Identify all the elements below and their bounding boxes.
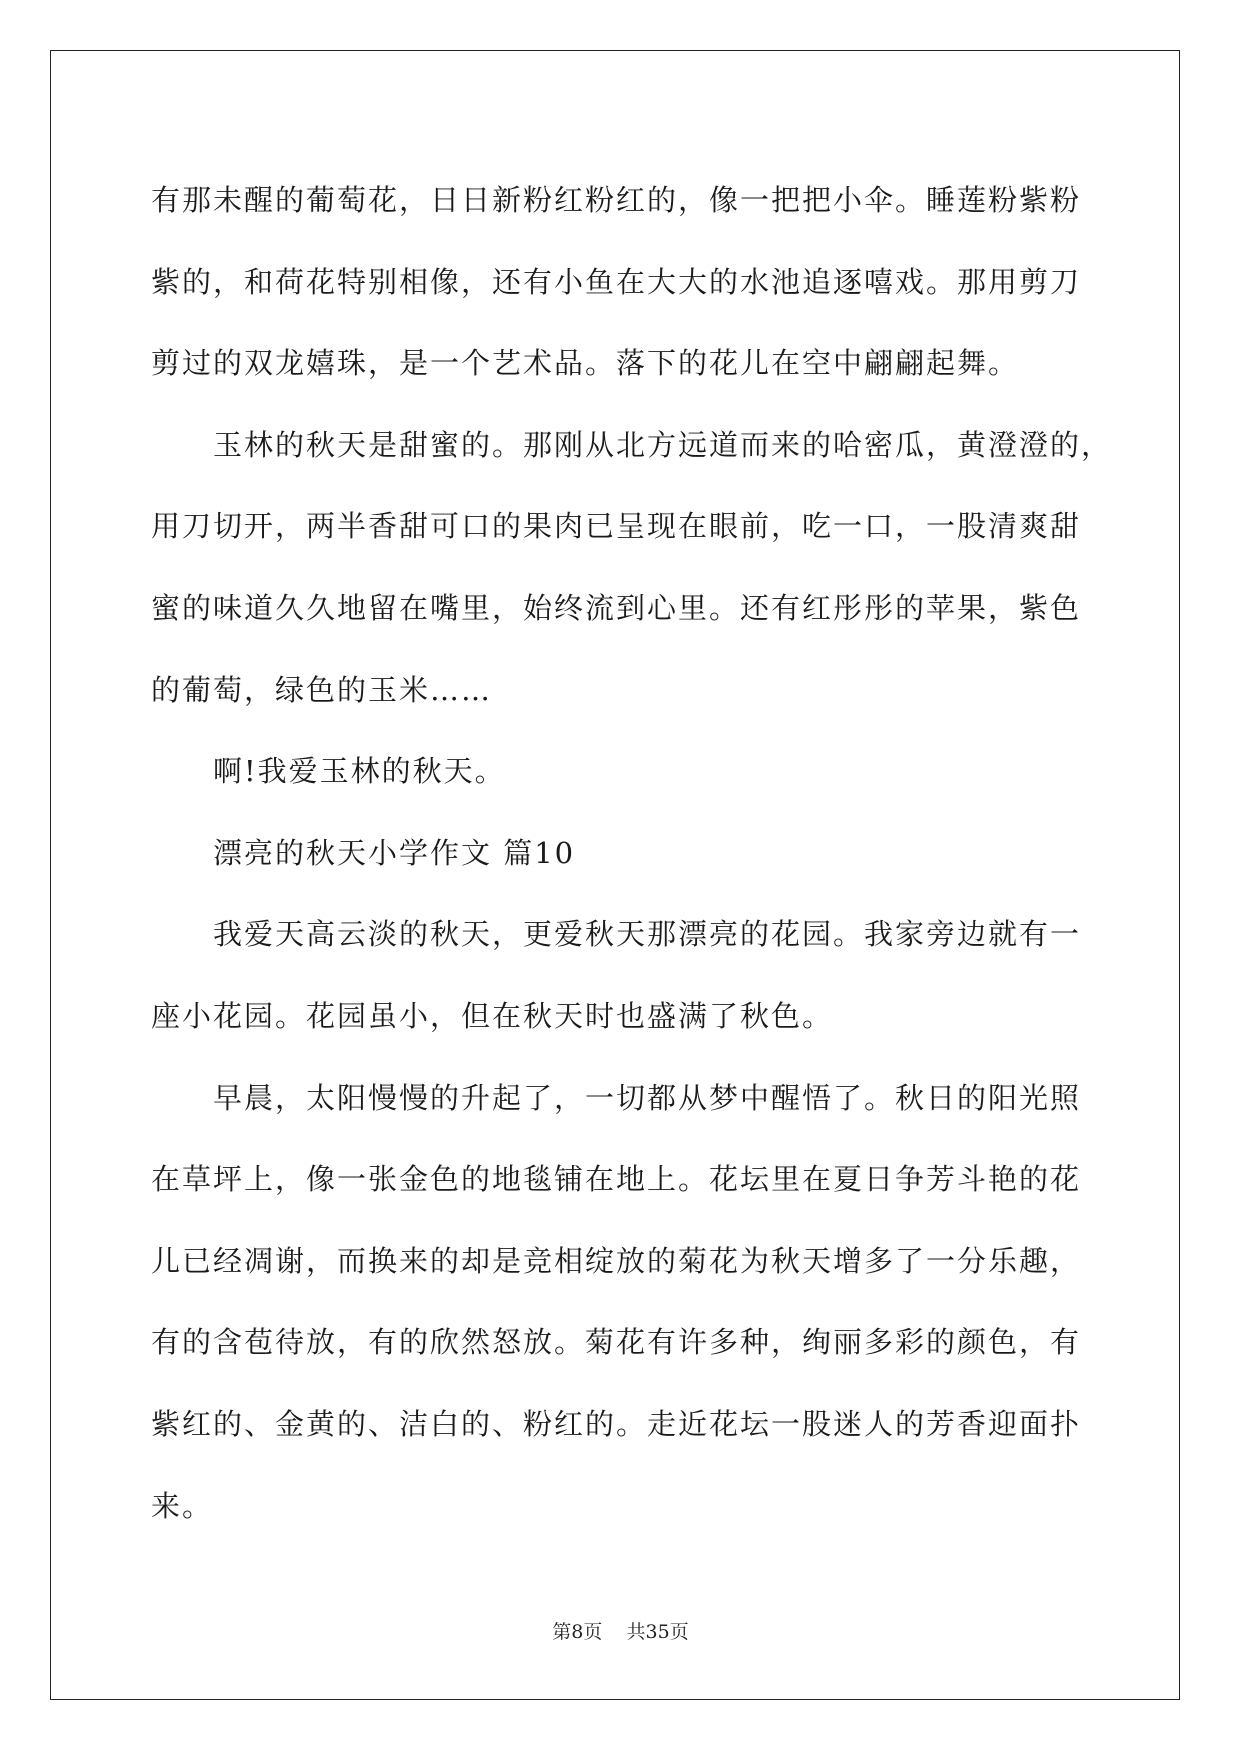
text-line: 玉林的秋天是甜蜜的。那刚从北方远道而来的哈密瓜，黄澄澄的， — [213, 427, 1113, 462]
text-line: 用刀切开，两半香甜可口的果肉已呈现在眼前，吃一口，一股清爽甜 — [151, 509, 1082, 544]
page-total: 共35页 — [626, 1621, 689, 1643]
text-line: 紫红的、金黄的、洁白的、粉红的。走近花坛一股迷人的芳香迎面扑 — [151, 1406, 1082, 1441]
text-line: 在草坪上，像一张金色的地毯铺在地上。花坛里在夏日争芳斗艳的花 — [151, 1162, 1082, 1197]
text-line: 有的含苞待放，有的欣然怒放。菊花有许多种，绚丽多彩的颜色，有 — [151, 1325, 1082, 1360]
text-line: 来。 — [151, 1488, 214, 1523]
document-body — [151, 160, 1113, 1547]
text-line: 早晨，太阳慢慢的升起了，一切都从梦中醒悟了。秋日的阳光照 — [213, 1080, 1082, 1115]
text-line: 儿已经凋谢，而换来的却是竞相绽放的菊花为秋天增多了一分乐趣， — [151, 1243, 1082, 1278]
text-line: 紫的，和荷花特别相像，还有小鱼在大大的水池追逐嘻戏。那用剪刀 — [151, 264, 1082, 299]
text-line: 的葡萄，绿色的玉米…… — [151, 672, 493, 707]
page-footer — [0, 1617, 1241, 1644]
text-line: 有那未醒的葡萄花，日日新粉红粉红的，像一把把小伞。睡莲粉紫粉 — [151, 183, 1082, 217]
text-line: 蜜的味道久久地留在嘴里，始终流到心里。还有红彤彤的苹果，紫色 — [151, 590, 1082, 625]
text-line: 座小花园。花园虽小，但在秋天时也盛满了秋色。 — [151, 998, 834, 1033]
text-line: 剪过的双龙嬉珠，是一个艺术品。落下的花儿在空中翩翩起舞。 — [151, 346, 1020, 381]
text-line: 啊!我爱玉林的秋天。 — [213, 754, 506, 789]
text-line: 我爱天高云淡的秋天，更爱秋天那漂亮的花园。我家旁边就有一 — [213, 917, 1082, 952]
section-heading: 漂亮的秋天小学作文 篇10 — [213, 835, 576, 870]
page-number: 第8页 — [552, 1621, 603, 1643]
